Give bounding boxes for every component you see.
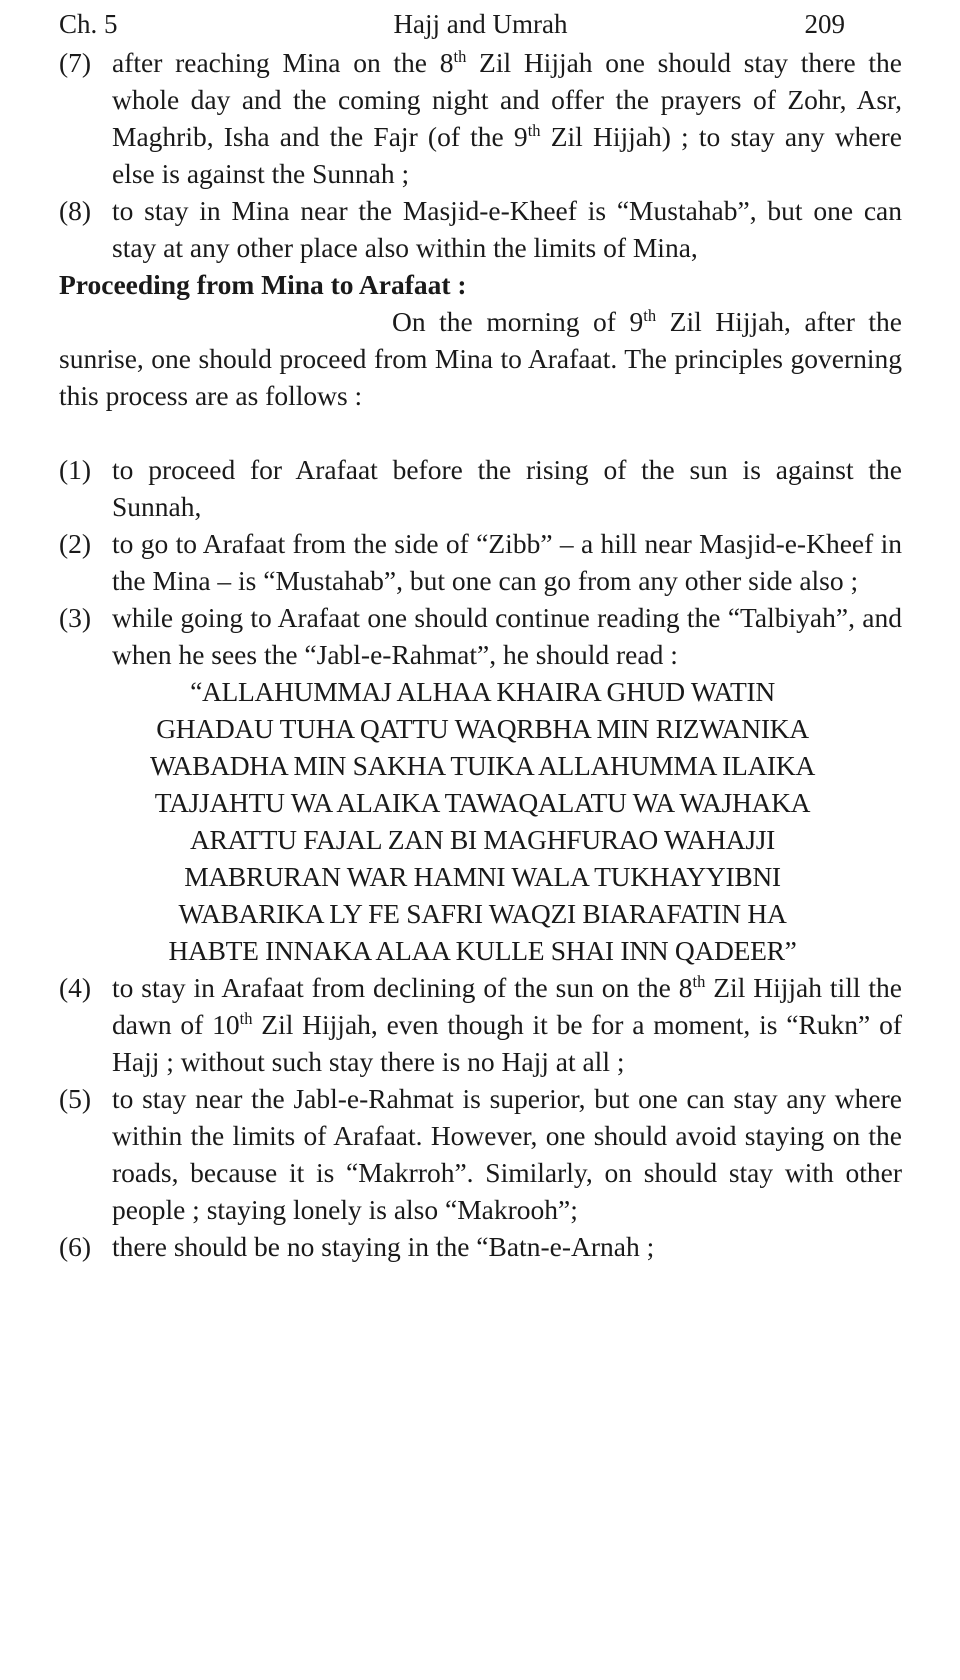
dua-line: ARATTU FAJAL ZAN BI MAGHFURAO WAHAJJI — [189, 824, 775, 855]
list-item — [59, 525, 902, 599]
item-text: while going to Arafaat one should continue reading the “Talbiyah”, and when he sees the “Jabl-e-Rahmat”, he should read : — [112, 602, 902, 670]
item-text: there should be no staying in the “Batn-e-Arnah ; — [112, 1231, 655, 1262]
rules-list-arafaat — [59, 451, 902, 673]
item-number: (6) — [59, 1231, 92, 1262]
rules-list-mina — [59, 44, 902, 266]
chapter-label: Ch. 5 — [59, 9, 118, 39]
dua-line: WABARIKA LY FE SAFRI WAQZI BIARAFATIN HA — [178, 898, 787, 929]
item-number: (4) — [59, 972, 92, 1003]
running-head-title: Hajj and Umrah — [393, 9, 568, 39]
book-page — [59, 0, 902, 1265]
dua-line: TAJJAHTU WA ALAIKA TAWAQALATU WA WAJHAKA — [154, 787, 811, 818]
list-item — [59, 192, 902, 266]
item-number: (2) — [59, 528, 92, 559]
list-item — [59, 1228, 902, 1265]
item-text: to go to Arafaat from the side of “Zibb” – a hill near Masjid-e-Kheef in the Mina – is “Mustahab”, but one can go from any other side also ; — [112, 528, 902, 596]
item-number: (3) — [59, 602, 92, 633]
dua-line: WABADHA MIN SAKHA TUIKA ALLAHUMMA ILAIKA — [149, 750, 816, 781]
dua-line: “ALLAHUMMAJ ALHAA KHAIRA GHUD WATIN — [190, 676, 775, 707]
item-text: after reaching Mina on the 8th Zil Hijjah one should stay there the whole day and the coming night and offer the prayers of Zohr, Asr, Maghrib, Isha and the Fajr (of the 9th Zil Hijjah) ; to stay any where else is against the Sunnah ; — [112, 46, 903, 189]
running-head — [59, 4, 902, 44]
item-text: to stay in Arafaat from declining of the sun on the 8th Zil Hijjah till the dawn of 10th Zil Hijjah, even though it be for a moment, is “Rukn” of Hajj ; without such stay there is no Hajj at all ; — [112, 971, 902, 1077]
dua-line: HABTE INNAKA ALAA KULLE SHAI INN QADEER” — [168, 935, 797, 966]
list-item — [59, 969, 902, 1080]
item-number: (7) — [59, 47, 92, 78]
dua-block — [59, 673, 902, 969]
item-number: (8) — [59, 195, 92, 226]
page-number: 209 — [804, 9, 845, 39]
item-text: to proceed for Arafaat before the rising of the sun is against the Sunnah, — [112, 454, 902, 522]
list-item — [59, 451, 902, 525]
dua-line: GHADAU TUHA QATTU WAQRBHA MIN RIZWANIKA — [156, 713, 809, 744]
item-text: to stay near the Jabl-e-Rahmat is superior, but one can stay any where within the limits of Arafaat. However, one should avoid staying on the roads, because it is “Makrroh”. Similarly, on should stay with other people ; staying lonely is also “Makrooh”; — [112, 1083, 902, 1225]
item-text: to stay in Mina near the Masjid-e-Kheef is “Mustahab”, but one can stay at any other place also within the limits of Mina, — [112, 195, 902, 263]
item-number: (1) — [59, 454, 92, 485]
list-item — [59, 44, 902, 192]
section-heading: Proceeding from Mina to Arafaat : — [59, 269, 467, 300]
rules-list-arafaat-continued — [59, 969, 902, 1265]
item-number: (5) — [59, 1083, 92, 1114]
dua-line: MABRURAN WAR HAMNI WALA TUKHAYYIBNI — [184, 861, 781, 892]
list-item — [59, 1080, 902, 1228]
list-item — [59, 599, 902, 673]
intro-paragraph: On the morning of 9th Zil Hijjah, after the sunrise, one should proceed from Mina to Arafaat. The principles governing this process are as follows : — [59, 305, 902, 411]
